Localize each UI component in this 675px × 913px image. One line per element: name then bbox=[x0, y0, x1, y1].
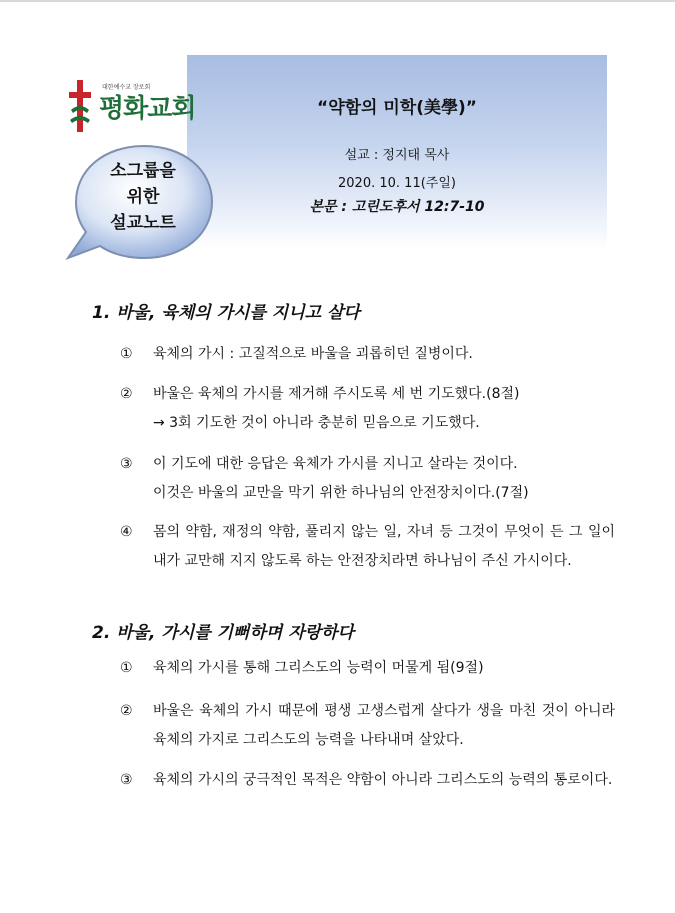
section-heading: 2. 바울, 가시를 기뻐하며 자랑하다 bbox=[92, 623, 354, 643]
item-text: 육체의 가시를 통해 그리스도의 능력이 머물게 됨(9절) bbox=[153, 660, 484, 676]
sermon-title: “약함의 미학(美學)” bbox=[317, 98, 477, 118]
item-text: → 3회 기도한 것이 아니라 충분히 믿음으로 기도했다. bbox=[153, 415, 480, 431]
item-text: 바울은 육체의 가시 때문에 평생 고생스럽게 살다가 생을 마친 것이 아니라 육체의 가지로 그리스도의 능력을 나타내며 살았다. bbox=[153, 703, 615, 748]
item-text: 이것은 바울의 교만을 막기 위한 하나님의 안전장치이다.(7절) bbox=[153, 485, 529, 501]
item-number: ① bbox=[120, 660, 133, 676]
item-number: ③ bbox=[120, 456, 133, 472]
page-top-border bbox=[0, 0, 675, 2]
item-text: 바울은 육체의 가시를 제거해 주시도록 세 번 기도했다.(8절) bbox=[153, 386, 520, 402]
item-number: ④ bbox=[120, 524, 133, 540]
list-item bbox=[120, 766, 615, 795]
denomination-label: 대한예수교 장로회 bbox=[102, 84, 151, 91]
bubble-line: 소그룹을 bbox=[110, 161, 176, 181]
list-item bbox=[120, 380, 615, 438]
item-text: 이 기도에 대한 응답은 육체가 가시를 지니고 살라는 것이다. bbox=[153, 456, 518, 472]
item-text: 육체의 가시 : 고질적으로 바울을 괴롭히던 질병이다. bbox=[153, 346, 473, 362]
church-name: 평화교회 bbox=[99, 94, 196, 124]
list-item bbox=[120, 654, 615, 683]
item-text: 몸의 약함, 재정의 약함, 풀리지 않는 일, 자녀 등 그것이 무엇이 든 그 일이 내가 교만해 지지 않도록 하는 안전장치라면 하나님이 주신 가시이다. bbox=[153, 524, 615, 569]
item-number: ③ bbox=[120, 772, 133, 788]
preacher-line: 설교 : 정지태 목사 bbox=[344, 148, 450, 163]
bubble-line: 설교노트 bbox=[110, 213, 176, 233]
section-heading: 1. 바울, 육체의 가시를 지니고 살다 bbox=[92, 303, 360, 323]
church-logo bbox=[68, 80, 196, 132]
item-number: ② bbox=[120, 386, 133, 402]
bubble-line: 위한 bbox=[126, 187, 160, 207]
list-item bbox=[120, 697, 615, 755]
item-number: ② bbox=[120, 703, 133, 719]
cross-icon bbox=[68, 80, 92, 132]
item-text: 육체의 가시의 궁극적인 목적은 약함이 아니라 그리스도의 능력의 통로이다. bbox=[153, 772, 613, 788]
sermon-date: 2020. 10. 11(주일) bbox=[338, 176, 456, 191]
list-item bbox=[120, 450, 615, 508]
list-item bbox=[120, 340, 615, 369]
list-item bbox=[120, 518, 615, 576]
scripture-reference: 본문 : 고린도후서 12:7-10 bbox=[309, 199, 485, 215]
item-number: ① bbox=[120, 346, 133, 362]
